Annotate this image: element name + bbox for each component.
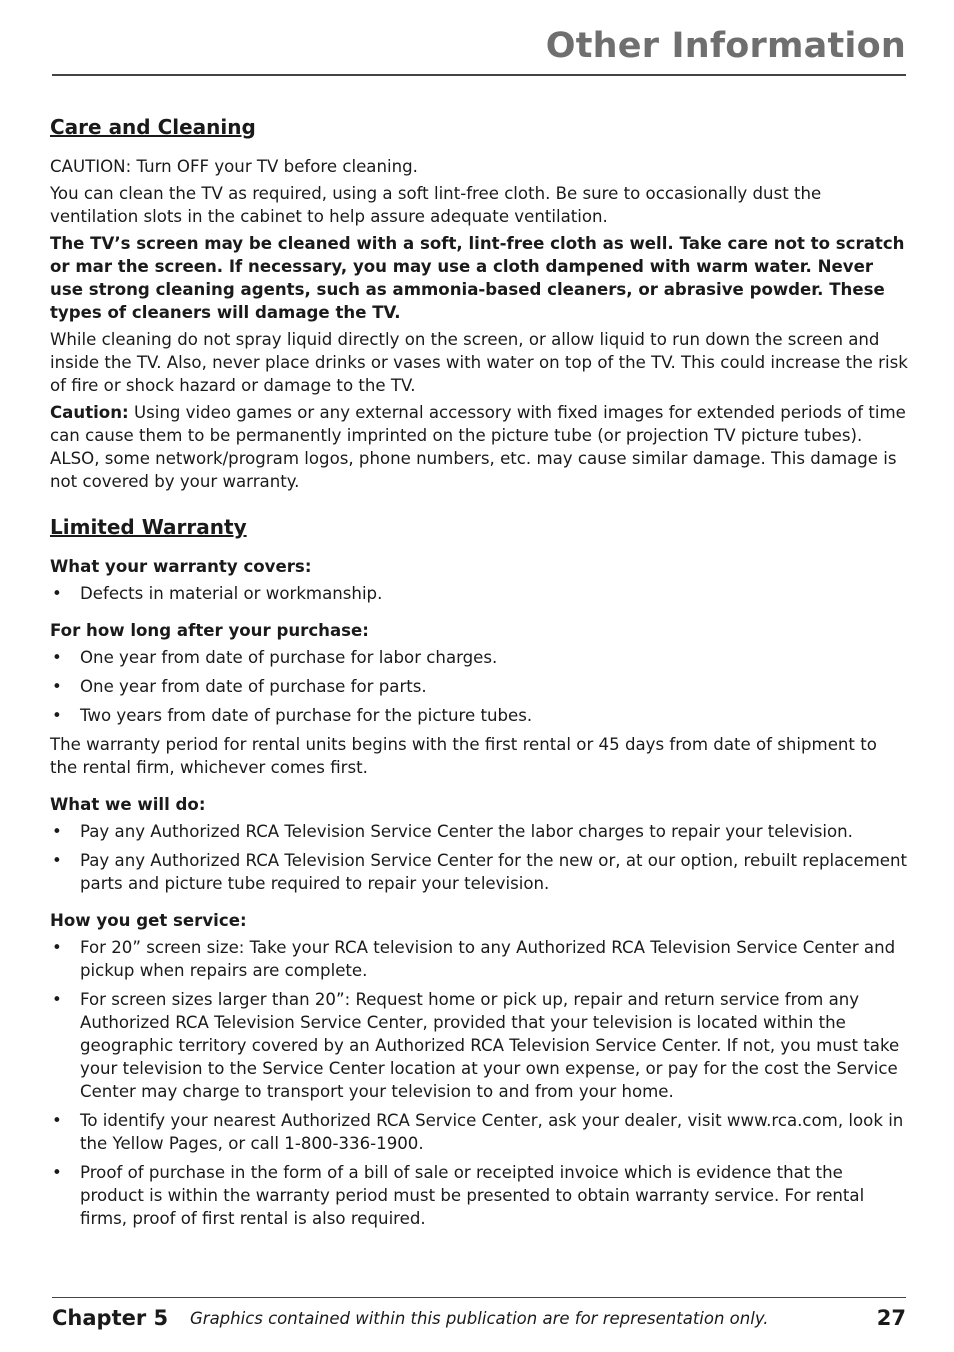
how-to-get-service-list	[50, 936, 908, 1230]
warranty-duration-list	[50, 646, 908, 727]
caution-label: Caution:	[50, 403, 129, 422]
list-item: • Pay any Authorized RCA Television Service Center for the new or, at our option, rebuilt replacement parts and picture tube required to repair your television.	[50, 849, 908, 895]
caution-text: Using video games or any external accessory with fixed images for extended periods of time can cause them to be permanently imprinted on the picture tube (or projection TV picture tubes). ALSO, some network/program logos, phone numbers, etc. may cause similar damage. This damage is not covered by your warranty.	[50, 403, 906, 491]
list-item: • For screen sizes larger than 20”: Request home or pick up, repair and return service from any Authorized RCA Television Service Center, provided that your television is located within the geographic territory covered by an Authorized RCA Television Service Center. If not, you must take your television to the Service Center location at your own expense, or pay for the cost the Service Center may charge to transport your television to and from your home.	[50, 988, 908, 1103]
warranty-covers-list	[50, 582, 908, 605]
how-to-get-service-heading: How you get service:	[50, 911, 247, 930]
care-and-cleaning-heading: Care and Cleaning	[50, 115, 256, 139]
list-item: • To identify your nearest Authorized RCA Service Center, ask your dealer, visit www.rca.com, look in the Yellow Pages, or call 1-800-336-1900.	[50, 1109, 908, 1155]
list-item: • For 20” screen size: Take your RCA television to any Authorized RCA Television Service Center and pickup when repairs are complete.	[50, 936, 908, 982]
what-we-will-do-list	[50, 820, 908, 895]
footer-divider	[52, 1297, 906, 1298]
burn-in-caution-paragraph	[50, 401, 908, 493]
rental-units-paragraph: The warranty period for rental units begins with the first rental or 45 days from date of shipment to the rental firm, whichever comes first.	[50, 735, 877, 777]
page-footer	[52, 1306, 906, 1336]
chapter-label: Chapter 5	[52, 1306, 169, 1330]
what-we-will-do-heading: What we will do:	[50, 795, 206, 814]
page-title: Other Information	[545, 26, 906, 66]
cleaning-paragraph: You can clean the TV as required, using a soft lint-free cloth. Be sure to occasionally dust the ventilation slots in the cabinet to help assure adequate ventilation.	[50, 184, 822, 226]
care-and-cleaning-section	[50, 113, 908, 493]
list-item: • One year from date of purchase for labor charges.	[50, 646, 908, 669]
page-number: 27	[876, 1306, 906, 1330]
limited-warranty-heading: Limited Warranty	[50, 515, 247, 539]
warranty-duration-heading: For how long after your purchase:	[50, 621, 369, 640]
caution-line: CAUTION: Turn OFF your TV before cleaning.	[50, 157, 418, 176]
limited-warranty-section	[50, 513, 908, 1230]
page-content	[50, 113, 908, 1236]
liquid-warning-paragraph: While cleaning do not spray liquid directly on the screen, or allow liquid to run down the screen and inside the TV. Also, never place drinks or vases with water on top of the TV. This could increase the risk of fire or shock hazard or damage to the TV.	[50, 330, 908, 395]
list-item: • Defects in material or workmanship.	[50, 582, 908, 605]
list-item: • One year from date of purchase for parts.	[50, 675, 908, 698]
screen-cleaning-warning: The TV’s screen may be cleaned with a soft, lint-free cloth as well. Take care not to scratch or mar the screen. If necessary, you may use a cloth dampened with warm water. Never use strong cleaning agents, such as ammonia-based cleaners, or abrasive powder. These types of cleaners will damage the TV.	[50, 234, 905, 322]
warranty-covers-heading: What your warranty covers:	[50, 557, 312, 576]
list-item: • Two years from date of purchase for the picture tubes.	[50, 704, 908, 727]
list-item: • Proof of purchase in the form of a bill of sale or receipted invoice which is evidence that the product is within the warranty period must be presented to obtain warranty service. For rental firms, proof of first rental is also required.	[50, 1161, 908, 1230]
footer-disclaimer: Graphics contained within this publication are for representation only.	[190, 1309, 769, 1328]
header-divider	[52, 74, 906, 76]
list-item: • Pay any Authorized RCA Television Service Center the labor charges to repair your television.	[50, 820, 908, 843]
